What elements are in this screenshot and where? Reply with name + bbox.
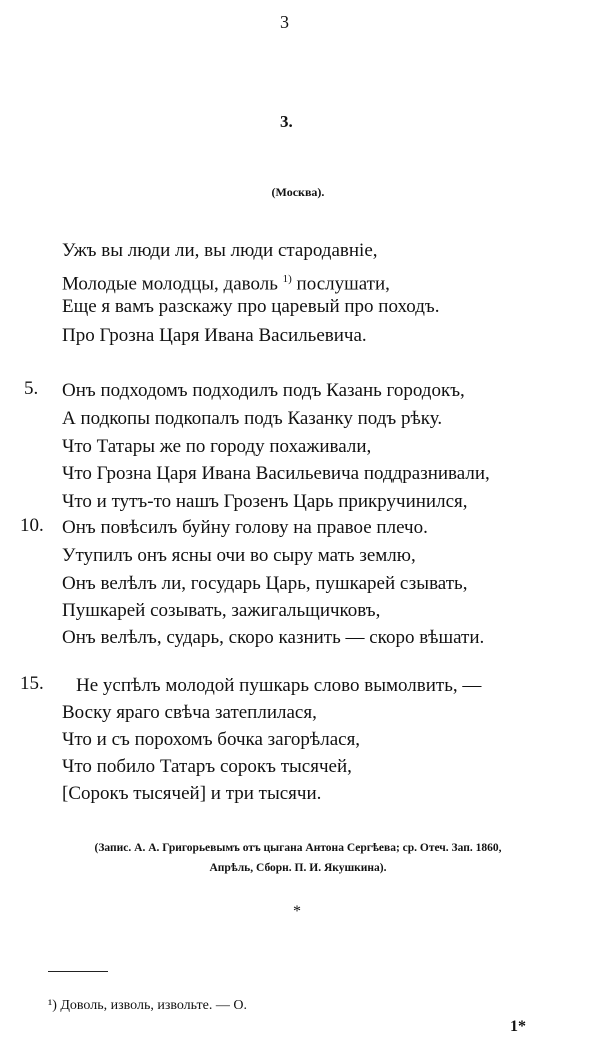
verse-text-tail: послушати, bbox=[291, 273, 390, 295]
verse-text: Что и съ порохомъ бочка загорѣлася, bbox=[62, 729, 361, 750]
verse-line bbox=[62, 543, 416, 569]
verse-line bbox=[62, 323, 367, 349]
verse-line bbox=[62, 434, 371, 460]
footnote-mark: 1) bbox=[282, 273, 292, 285]
verse-text: Ужъ вы люди ли, вы люди стародавніе, bbox=[62, 240, 378, 261]
verse-line bbox=[62, 294, 439, 320]
line-number: 15. bbox=[20, 673, 44, 694]
verse-line bbox=[62, 406, 442, 432]
source-note-line: (Запис. А. А. Григорьевымъ отъ цыгана Антона Сергѣева; ср. Отеч. Зап. 1860, bbox=[94, 842, 502, 854]
verse-line bbox=[62, 727, 360, 753]
verse-text: Еще я вамъ разскажу про царевый про походъ. bbox=[62, 296, 440, 317]
verse-line bbox=[62, 781, 321, 807]
verse-line bbox=[76, 673, 481, 699]
verse-text: Утупилъ онъ ясны очи во сыру мать землю, bbox=[62, 545, 416, 566]
verse-text: [Сорокъ тысячей] и три тысячи. bbox=[62, 783, 322, 804]
line-number: 5. bbox=[24, 378, 39, 399]
verse-line bbox=[62, 754, 352, 780]
footnote-rule bbox=[48, 971, 108, 972]
verse-text: Онъ велѣлъ ли, государь Царь, пушкарей сзывать, bbox=[62, 573, 468, 594]
verse-line bbox=[62, 700, 317, 726]
verse-line bbox=[62, 515, 428, 541]
verse-line bbox=[62, 238, 378, 264]
verse-line bbox=[62, 461, 490, 487]
signature-mark: 1* bbox=[510, 1018, 526, 1035]
verse-text: Молодые молодцы, даволь bbox=[62, 273, 278, 295]
verse-line bbox=[62, 266, 390, 297]
verse-line bbox=[62, 489, 468, 515]
verse-text: Что Грозна Царя Ивана Васильевича поддразнивали, bbox=[62, 463, 490, 484]
verse-text: Воску яраго свѣча затеплилася, bbox=[62, 702, 317, 723]
place-heading: (Москва). bbox=[271, 185, 325, 199]
asterism: * bbox=[293, 903, 301, 920]
verse-line bbox=[62, 571, 467, 597]
verse-text: Онъ велѣлъ, сударь, скоро казнить — скоро вѣшати. bbox=[62, 627, 485, 648]
song-number: 3. bbox=[280, 112, 293, 131]
verse-text: Не успѣлъ молодой пушкарь слово вымолвить, — bbox=[76, 675, 482, 696]
footnote: ¹) Доволь, изволь, извольте. — О. bbox=[48, 998, 247, 1013]
verse-text: Про Грозна Царя Ивана Васильевича. bbox=[62, 325, 367, 346]
verse-text: Онъ подходомъ подходилъ подъ Казань городокъ, bbox=[62, 380, 465, 401]
verse-text: А подкопы подкопалъ подъ Казанку подъ рѣку. bbox=[62, 408, 443, 429]
line-number: 10. bbox=[20, 515, 44, 536]
verse-text: Пушкарей созывать, зажигальщичковъ, bbox=[62, 600, 381, 621]
verse-text: Онъ повѣсилъ буйну голову на правое плечо. bbox=[62, 517, 428, 538]
verse-text: Что и тутъ-то нашъ Грозенъ Царь прикручинился, bbox=[62, 491, 468, 512]
verse-text: Что Татары же по городу похаживали, bbox=[62, 436, 372, 457]
source-note-line: Апрѣль, Сборн. П. И. Якушкина). bbox=[209, 862, 387, 874]
page-number: 3 bbox=[280, 12, 289, 32]
verse-line bbox=[62, 625, 484, 651]
verse-line bbox=[62, 378, 465, 404]
verse-text: Что побило Татаръ сорокъ тысячей, bbox=[62, 756, 352, 777]
verse-line bbox=[62, 598, 380, 624]
